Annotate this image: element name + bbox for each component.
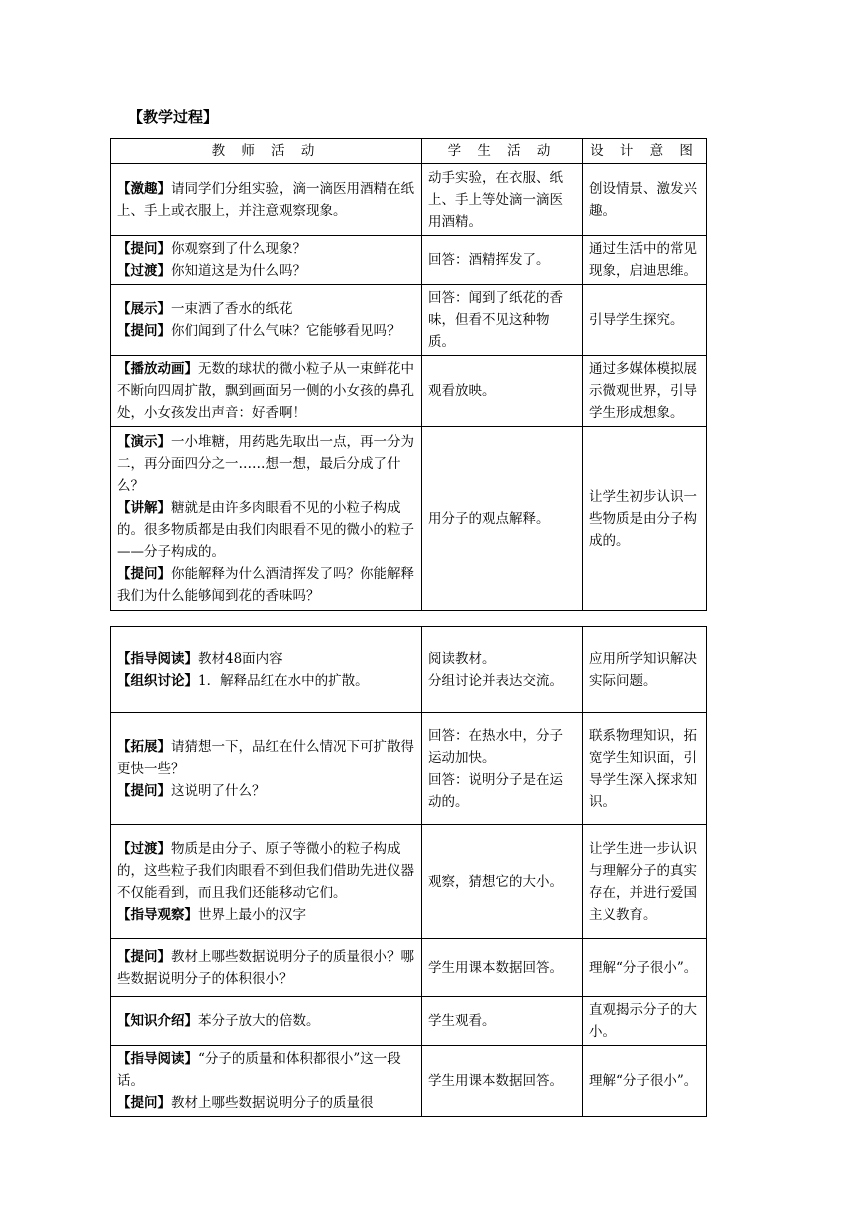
design-intent-cell: 应用所学知识解决实际问题。 — [583, 627, 707, 713]
activity-tag: 【提问】 — [117, 323, 171, 339]
activity-tag: 【组织讨论】 — [117, 672, 198, 689]
student-activity-line: 回答：在热水中，分子运动加快。 — [428, 727, 563, 766]
student-activity-line: 回答：酒精挥发了。 — [428, 252, 550, 268]
teacher-activity-cell — [111, 356, 422, 427]
activity-text: 你知道这是为什么吗？ — [171, 263, 306, 279]
activity-text: 教材48面内容 — [198, 650, 283, 667]
design-intent-cell: 引导学生探究。 — [583, 285, 707, 356]
activity-text: 一束洒了香水的纸花 — [171, 301, 293, 317]
activity-tag: 【过渡】 — [117, 263, 171, 279]
teacher-activity-paragraph — [117, 563, 415, 607]
teacher-activity-paragraph — [117, 431, 415, 497]
activity-text: 一小堆糖，用药匙先取出一点，再一分为二，再分面四分之一……想一想，最后分成了什么？ — [117, 433, 414, 494]
teacher-activity-paragraph — [117, 298, 415, 320]
teacher-activity-cell — [111, 285, 422, 356]
lesson-table-1 — [110, 138, 707, 611]
table-row — [111, 1046, 707, 1117]
teacher-activity-paragraph — [117, 238, 415, 260]
design-intent-cell: 通过生活中的常见现象，启迪思维。 — [583, 236, 707, 285]
teacher-activity-paragraph — [117, 497, 415, 563]
student-activity-line: 回答：闻到了纸花的香味，但看不见这种物质。 — [428, 290, 563, 350]
teacher-activity-paragraph — [117, 904, 415, 926]
table-row — [111, 356, 707, 427]
header-row — [111, 139, 707, 164]
activity-text: 你观察到了什么现象？ — [171, 241, 306, 257]
teacher-activity-paragraph — [117, 780, 415, 802]
teacher-activity-paragraph — [117, 1010, 415, 1032]
activity-tag: 【知识介绍】 — [117, 1013, 198, 1029]
activity-tag: 【拓展】 — [117, 738, 171, 755]
activity-text: 无数的球状的微小粒子从一束鲜花中不断向四周扩散，飘到画面另一侧的小女孩的鼻孔处，小女孩发出声音：好香啊！ — [117, 361, 414, 421]
teacher-activity-paragraph — [117, 320, 415, 342]
design-intent-cell: 直观揭示分子的大小。 — [583, 997, 707, 1046]
student-activity-cell — [422, 236, 583, 285]
activity-text: 苯分子放大的倍数。 — [198, 1013, 320, 1029]
teacher-activity-paragraph — [117, 1092, 415, 1114]
teacher-activity-cell — [111, 1046, 422, 1117]
student-activity-line: 学生用课本数据回答。 — [428, 1073, 563, 1089]
teacher-activity-cell — [111, 236, 422, 285]
student-activity-cell — [422, 285, 583, 356]
table-row — [111, 713, 707, 825]
activity-tag: 【播放动画】 — [117, 361, 198, 377]
teacher-activity-cell — [111, 825, 422, 939]
section-heading: 【教学过程】 — [128, 108, 219, 126]
lesson-table-2 — [110, 626, 707, 1117]
activity-text: 你们闻到了什么气味？它能够看见吗？ — [171, 323, 401, 339]
student-activity-line: 回答：说明分子是在运动的。 — [428, 771, 563, 810]
activity-text: 1．解释品红在水中的扩散。 — [198, 672, 369, 689]
activity-text: 糖就是由许多肉眼看不见的小粒子构成的。很多物质都是由我们肉眼看不见的微小的粒子——分子构成的。 — [117, 499, 414, 560]
design-intent-cell: 理解“分子很小”。 — [583, 939, 707, 997]
student-activity-cell — [422, 164, 583, 236]
activity-tag: 【讲解】 — [117, 499, 171, 516]
activity-tag: 【提问】 — [117, 782, 171, 799]
activity-text: 这说明了什么？ — [171, 782, 266, 799]
teacher-activity-paragraph — [117, 178, 415, 222]
table-row — [111, 236, 707, 285]
table-row — [111, 627, 707, 713]
activity-tag: 【演示】 — [117, 433, 171, 450]
student-activity-line: 分组讨论并表达交流。 — [428, 672, 563, 689]
header-student: 学 生 活 动 — [422, 139, 583, 164]
teacher-activity-paragraph — [117, 670, 415, 692]
design-intent-cell: 理解“分子很小”。 — [583, 1046, 707, 1117]
activity-text: 请同学们分组实验，滴一滴医用酒精在纸上、手上或衣服上，并注意观察现象。 — [117, 180, 414, 219]
activity-tag: 【过渡】 — [117, 840, 171, 857]
activity-text: 请猜想一下，品红在什么情况下可扩散得更快一些？ — [117, 738, 414, 777]
design-intent-cell: 让学生初步认识一些物质是由分子构成的。 — [583, 427, 707, 611]
design-intent-cell: 通过多媒体模拟展示微观世界，引导学生形成想象。 — [583, 356, 707, 427]
student-activity-cell — [422, 713, 583, 825]
teacher-activity-cell — [111, 997, 422, 1046]
activity-tag: 【指导观察】 — [117, 906, 198, 923]
activity-tag: 【提问】 — [117, 948, 171, 965]
student-activity-line: 观看放映。 — [428, 383, 496, 399]
teacher-activity-paragraph — [117, 358, 415, 424]
table-row — [111, 997, 707, 1046]
activity-text: 你能解释为什么酒清挥发了吗？你能解释我们为什么能够闻到花的香味吗？ — [117, 565, 414, 604]
student-activity-line: 动手实验，在衣服、纸上、手上等处滴一滴医用酒精。 — [428, 169, 563, 230]
teacher-activity-paragraph — [117, 648, 415, 670]
student-activity-line: 观察，猜想它的大小。 — [428, 873, 563, 890]
activity-tag: 【激趣】 — [117, 180, 171, 197]
activity-tag: 【指导阅读】 — [117, 650, 198, 667]
design-intent-cell: 创设情景、激发兴趣。 — [583, 164, 707, 236]
design-intent-cell: 联系物理知识，拓宽学生知识面，引导学生深入探求知识。 — [583, 713, 707, 825]
activity-text: “分子的质量和体积都很小”这一段话。 — [117, 1051, 401, 1089]
activity-tag: 【提问】 — [117, 1095, 171, 1111]
student-activity-line: 阅读教材。 — [428, 650, 496, 667]
table-row — [111, 285, 707, 356]
activity-tag: 【指导阅读】 — [117, 1051, 198, 1067]
table-row — [111, 164, 707, 236]
header-teacher: 教 师 活 动 — [111, 139, 422, 164]
student-activity-cell — [422, 939, 583, 997]
teacher-activity-paragraph — [117, 838, 415, 904]
table-row — [111, 939, 707, 997]
activity-tag: 【提问】 — [117, 565, 171, 582]
activity-tag: 【提问】 — [117, 241, 171, 257]
activity-tag: 【展示】 — [117, 301, 171, 317]
student-activity-cell — [422, 427, 583, 611]
activity-text: 物质是由分子、原子等微小的粒子构成的，这些粒子我们肉眼看不到但我们借助先进仪器不仅能看到，而且我们还能移动它们。 — [117, 840, 414, 901]
teacher-activity-paragraph — [117, 736, 415, 780]
design-intent-cell: 让学生进一步认识与理解分子的真实存在，并进行爱国主义教育。 — [583, 825, 707, 939]
student-activity-line: 用分子的观点解释。 — [428, 510, 550, 527]
teacher-activity-cell — [111, 427, 422, 611]
activity-text: 教材上哪些数据说明分子的质量很小？哪些数据说明分子的体积很小？ — [117, 948, 414, 987]
student-activity-cell — [422, 997, 583, 1046]
teacher-activity-cell — [111, 627, 422, 713]
teacher-activity-paragraph — [117, 260, 415, 282]
teacher-activity-paragraph — [117, 946, 415, 990]
teacher-activity-cell — [111, 164, 422, 236]
teacher-activity-paragraph — [117, 1048, 415, 1092]
student-activity-line: 学生用课本数据回答。 — [428, 959, 563, 976]
teacher-activity-cell — [111, 939, 422, 997]
header-intent: 设 计 意 图 — [583, 139, 707, 164]
activity-text: 世界上最小的汉字 — [198, 906, 306, 923]
teacher-activity-cell — [111, 713, 422, 825]
student-activity-cell — [422, 627, 583, 713]
activity-text: 教材上哪些数据说明分子的质量很 — [171, 1095, 374, 1111]
student-activity-cell — [422, 825, 583, 939]
student-activity-cell — [422, 356, 583, 427]
student-activity-line: 学生观看。 — [428, 1013, 496, 1029]
student-activity-cell — [422, 1046, 583, 1117]
table-row — [111, 427, 707, 611]
table-row — [111, 825, 707, 939]
